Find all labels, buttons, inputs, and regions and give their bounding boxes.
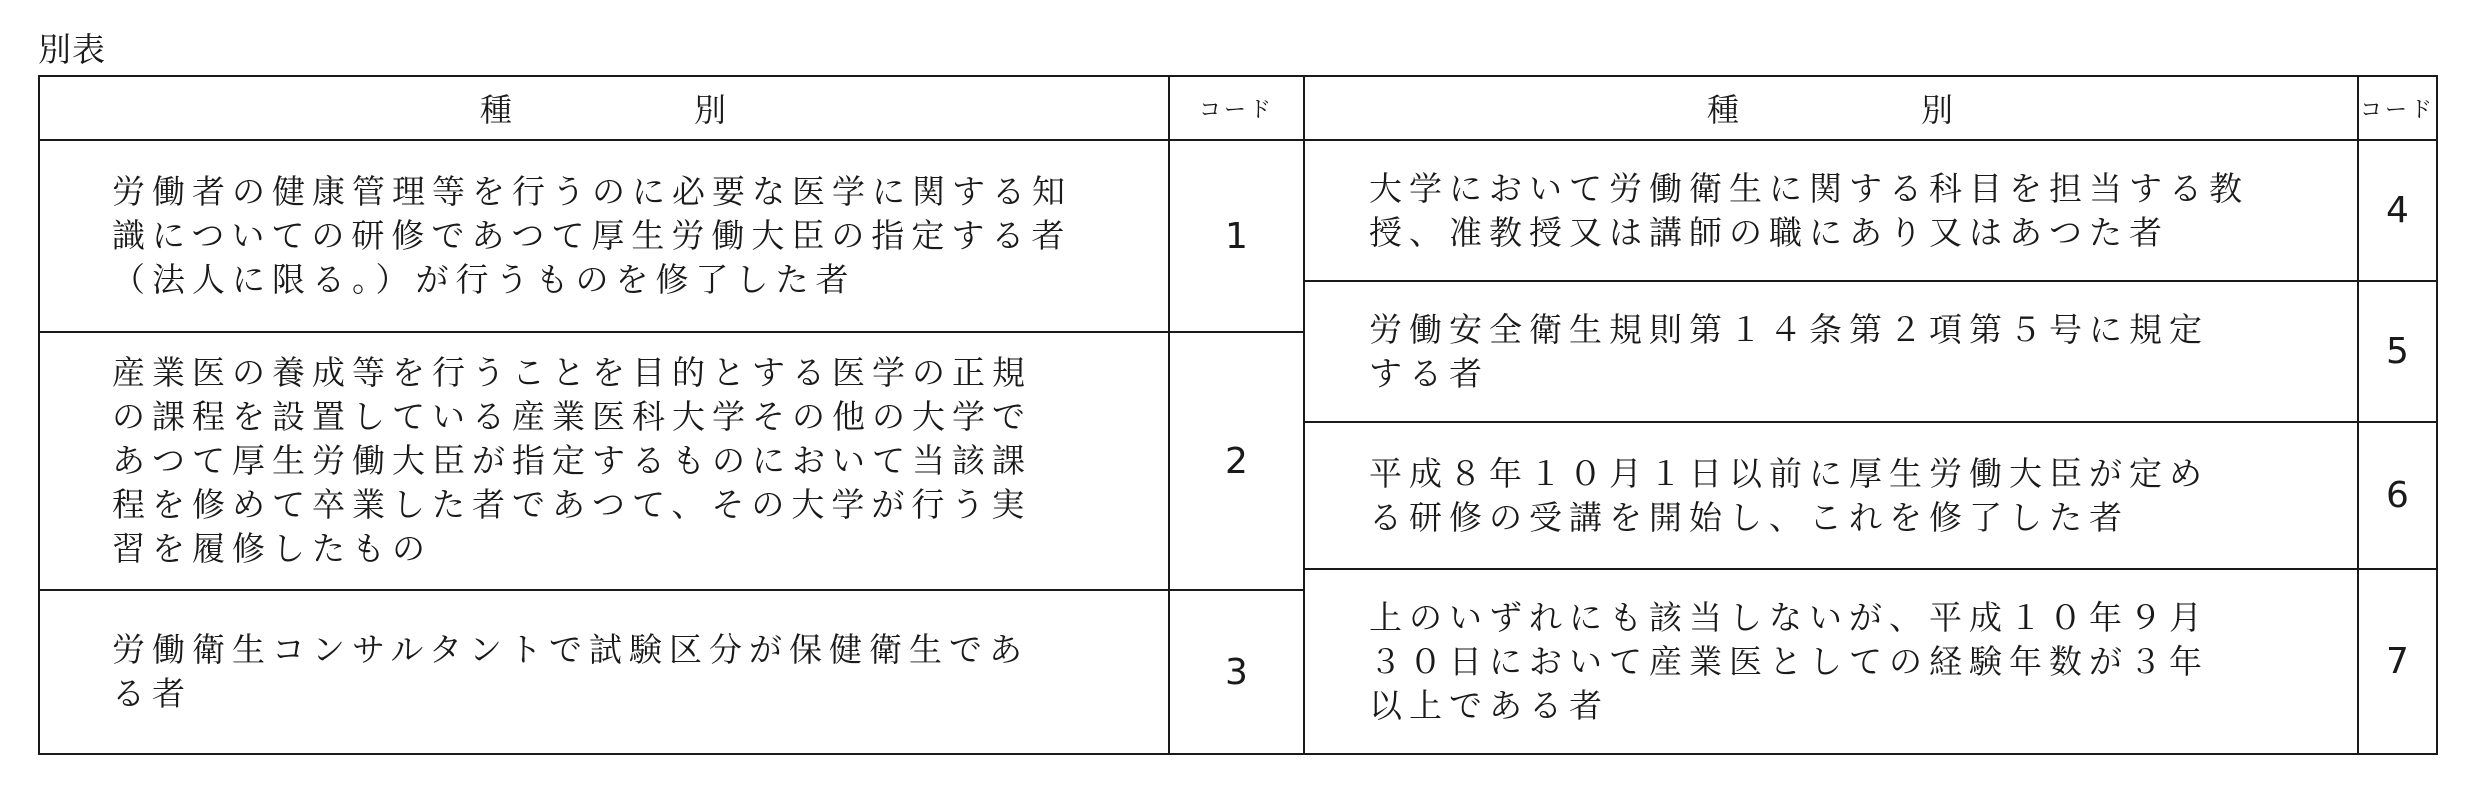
kind-line: （法人に限る。）が行うものを修了した者 <box>112 260 856 299</box>
header-row <box>39 76 1304 140</box>
kind-header-1: 種 <box>1706 91 1741 129</box>
kind-line: あつて厚生労働大臣が指定するものにおいて当該課 <box>112 441 1032 480</box>
table-right <box>1303 75 2438 755</box>
table-row <box>1304 140 2437 281</box>
code-cell: 5 <box>2358 281 2437 422</box>
table-row <box>39 590 1304 754</box>
kind-header <box>39 76 1169 140</box>
table-left <box>38 75 1305 755</box>
code-cell: 2 <box>1169 332 1304 590</box>
table-row <box>39 332 1304 590</box>
kind-line: 以上である者 <box>1369 685 1609 725</box>
page-title: 別表 <box>38 30 106 69</box>
code-cell: 7 <box>2358 569 2437 754</box>
table-row <box>1304 569 2437 754</box>
kind-cell <box>39 332 1169 590</box>
header-row <box>1304 76 2437 140</box>
kind-header-2: 別 <box>694 91 729 129</box>
kind-line: ３０日において産業医としての経験年数が３年 <box>1369 641 2209 681</box>
table-row <box>39 140 1304 332</box>
code-header: コード <box>1169 76 1304 140</box>
kind-cell <box>1304 281 2358 422</box>
kind-line: 習を履修したもの <box>112 529 432 568</box>
kind-cell <box>39 140 1169 332</box>
kind-line: する者 <box>1369 353 1489 393</box>
kind-cell <box>1304 569 2358 754</box>
classification-table <box>38 75 2436 755</box>
kind-cell <box>39 590 1169 754</box>
code-cell: 3 <box>1169 590 1304 754</box>
table-row <box>1304 422 2437 569</box>
kind-cell <box>1304 140 2358 281</box>
kind-line: 程を修めて卒業した者であつて、その大学が行う実 <box>112 485 1032 524</box>
kind-line: る研修の受講を開始し、これを修了した者 <box>1369 497 2129 537</box>
code-cell: 6 <box>2358 422 2437 569</box>
kind-line: 識についての研修であつて厚生労働大臣の指定する者 <box>112 216 1072 255</box>
kind-header-1: 種 <box>479 91 514 129</box>
kind-line: の課程を設置している産業医科大学その他の大学で <box>112 397 1032 436</box>
kind-line: 労働安全衛生規則第１４条第２項第５号に規定 <box>1369 309 2209 349</box>
kind-line: 平成８年１０月１日以前に厚生労働大臣が定め <box>1369 453 2209 493</box>
kind-cell <box>1304 422 2358 569</box>
kind-line: る者 <box>112 674 192 713</box>
kind-line: 授、准教授又は講師の職にあり又はあつた者 <box>1369 212 2169 252</box>
kind-header-2: 別 <box>1921 91 1956 129</box>
kind-line: 労働者の健康管理等を行うのに必要な医学に関する知 <box>112 172 1072 211</box>
kind-line: 大学において労働衛生に関する科目を担当する教 <box>1369 168 2249 208</box>
table-row <box>1304 281 2437 422</box>
kind-line: 上のいずれにも該当しないが、平成１０年９月 <box>1369 597 2209 637</box>
code-cell: 4 <box>2358 140 2437 281</box>
code-cell: 1 <box>1169 140 1304 332</box>
kind-line: 労働衛生コンサルタントで試験区分が保健衛生であ <box>112 630 1030 669</box>
code-header: コード <box>2358 76 2437 140</box>
kind-header <box>1304 76 2358 140</box>
kind-line: 産業医の養成等を行うことを目的とする医学の正規 <box>112 353 1032 392</box>
